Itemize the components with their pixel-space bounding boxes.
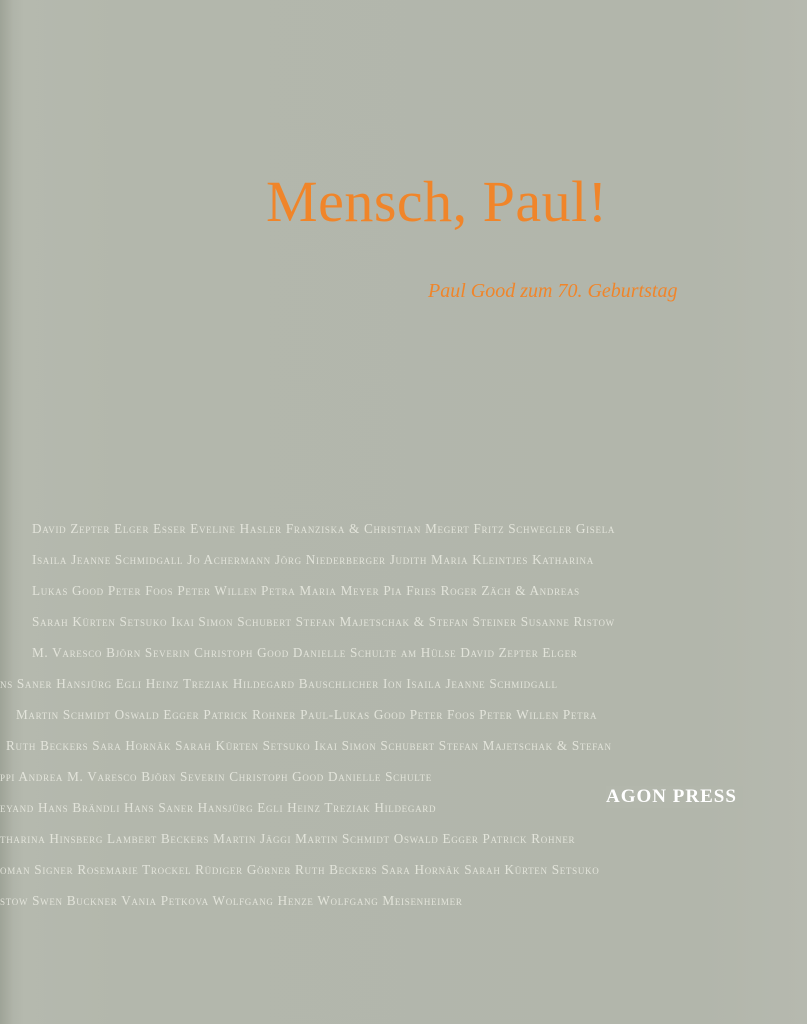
name-line: M. Varesco Björn Severin Christoph Good Danielle Schulte am Hülse David Zepter Elger — [32, 645, 578, 660]
publisher-name: AGON PRESS — [606, 786, 743, 808]
book-title: Mensch, Paul! — [266, 169, 608, 234]
name-line: oman Signer Rosemarie Trockel Rüdiger Görner Ruth Beckers Sara Hornäk Sarah Kürten Setsuko — [0, 862, 600, 877]
name-line: Isaila Jeanne Schmidgall Jo Achermann Jörg Niederberger Judith Maria Kleintjes Katharina — [32, 552, 594, 567]
name-line: ns Saner Hansjürg Egli Heinz Treziak Hildegard Bauschlicher Ion Isaila Jeanne Schmidgall — [0, 676, 558, 691]
book-subtitle: Paul Good zum 70. Geburtstag — [428, 280, 678, 302]
name-line: Martin Schmidt Oswald Egger Patrick Rohner Paul-Lukas Good Peter Foos Peter Willen Petra — [16, 707, 598, 722]
name-line: Ruth Beckers Sara Hornäk Sarah Kürten Setsuko Ikai Simon Schubert Stefan Majetschak & Stefan — [6, 738, 612, 753]
name-line: eyand Hans Brändli Hans Saner Hansjürg Egli Heinz Treziak Hildegard — [0, 800, 437, 815]
name-line: David Zepter Elger Esser Eveline Hasler Franziska & Christian Megert Fritz Schwegler Gisela — [32, 521, 616, 536]
name-line: tharina Hinsberg Lambert Beckers Martin Jäggi Martin Schmidt Oswald Egger Patrick Rohner — [0, 831, 576, 846]
contributor-names — [0, 521, 807, 921]
name-line: Lukas Good Peter Foos Peter Willen Petra Maria Meyer Pia Fries Roger Zäch & Andreas — [32, 583, 580, 598]
name-line: stow Swen Buckner Vania Petkova Wolfgang Henze Wolfgang Meisenheimer — [0, 893, 463, 908]
name-line: Sarah Kürten Setsuko Ikai Simon Schubert Stefan Majetschak & Stefan Steiner Susanne Ristow — [32, 614, 615, 629]
name-line: ppi Andrea M. Varesco Björn Severin Christoph Good Danielle Schulte — [0, 769, 432, 784]
